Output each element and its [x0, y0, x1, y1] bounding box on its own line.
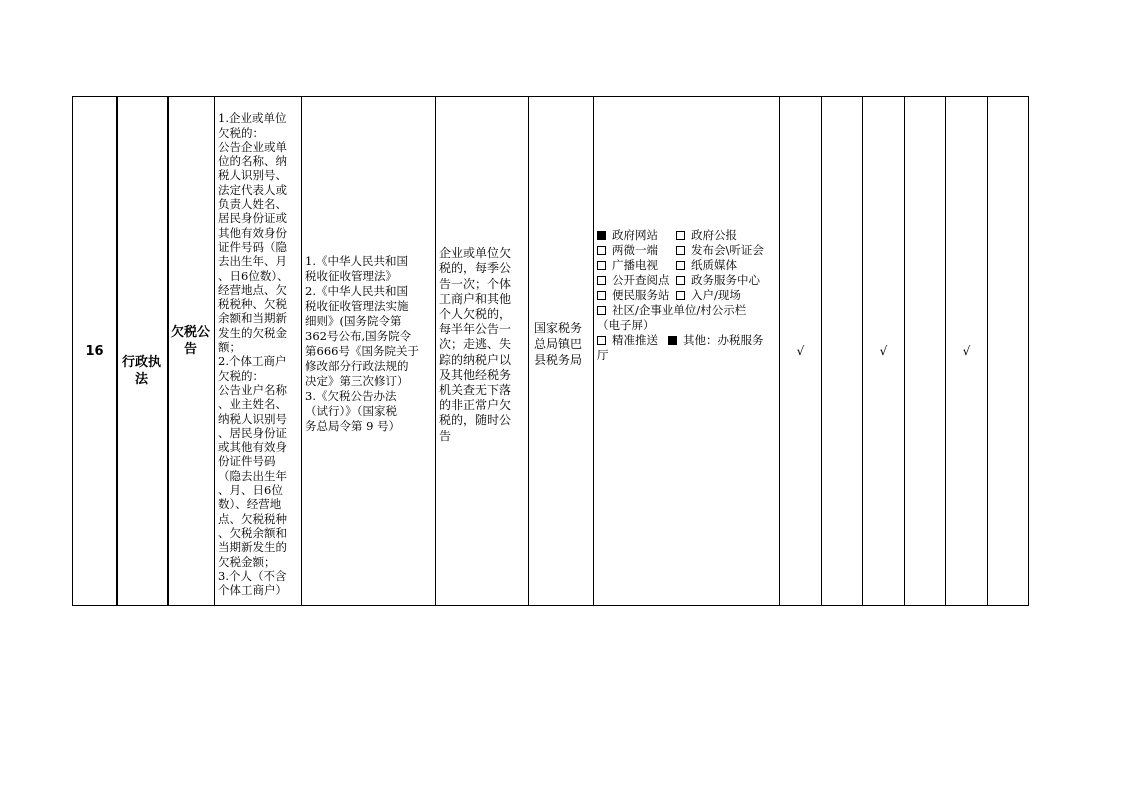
time-cell: [436, 97, 528, 605]
channel-label: 两微一端: [612, 243, 658, 257]
checkbox-empty-icon: [597, 276, 606, 285]
checkbox-empty-icon: [597, 261, 606, 270]
channel-label: 便民服务站: [612, 288, 670, 302]
checkbox-empty-icon: [676, 261, 685, 270]
content-cell: [215, 97, 301, 605]
checkbox-checked-icon: [668, 336, 677, 345]
subject-cell: [529, 97, 593, 605]
checkbox-checked-icon: [597, 231, 606, 240]
row-number: 16: [85, 343, 104, 359]
checkbox-empty-icon: [597, 246, 606, 255]
mark-cell-4: [905, 97, 945, 605]
category-text: 行政执 法: [121, 355, 161, 387]
channel-label: 政务服务中心: [691, 273, 760, 287]
checkbox-empty-icon: [597, 291, 606, 300]
check-mark: √: [962, 344, 971, 358]
mark-cell-3: [863, 97, 904, 605]
item-cell: [167, 97, 214, 605]
mark-cell-1: [780, 97, 821, 605]
channel-label: 发布会\听证会: [691, 243, 764, 257]
check-mark: √: [879, 344, 888, 358]
checkbox-empty-icon: [676, 246, 685, 255]
disclosure-table: [72, 96, 1029, 606]
channel-label: 厅: [597, 348, 609, 362]
check-mark: √: [796, 344, 805, 358]
item-text: 欠税公 告: [170, 325, 210, 357]
channels-cell: [594, 97, 779, 605]
channel-label: （电子屏）: [597, 318, 655, 332]
channel-label: 入户/现场: [691, 288, 741, 302]
basis-text: 1.《中华人民共和国 税收征收管理法》 2.《中华人民共和国 税收征收管理法实施 细则》(国务院令第 362号公布,国务院令 第666号《国务院关于 修改部分行政法规的 决定》第三次修订） 3.《欠税公告办法 （试行）》（国家税 务总局令第 9 号）: [305, 254, 419, 433]
mark-cell-5: [946, 97, 987, 605]
channel-label: 精准推送: [612, 333, 658, 347]
mark-cell-6: [988, 97, 1028, 605]
category-cell: [116, 97, 167, 605]
channel-label: 其他：办税服务: [683, 333, 764, 347]
channel-label: 纸质媒体: [691, 258, 737, 272]
channel-label: 政府公报: [691, 228, 737, 242]
checkbox-empty-icon: [676, 291, 685, 300]
time-text: 企业或单位欠 税的，每季公 告一次；个体 工商户和其他 个人欠税的， 每半年公告一 次；走逃、失 踪的纳税户以 及其他经税务 机关查无下落 的非正常户欠 税的，随时公 告: [439, 246, 512, 443]
subject-text: 国家税务 总局镇巴 县税务局: [534, 321, 583, 367]
checkbox-empty-icon: [597, 336, 606, 345]
checkbox-empty-icon: [597, 306, 606, 315]
channel-label: 政府网站: [612, 228, 658, 242]
content-text: 1.企业或单位 欠税的： 公告企业或单 位的名称、纳 税人识别号、 法定代表人或 负责人姓名、 居民身份证或 其他有效身份 证件号码（隐 去出生年、月 、日6位数）、 经营地点、欠 税税种、欠税 余额和当期新 发生的欠税金 额； 2.个体工商户 欠税的： 公告业户名称 、业主姓名、 纳税人识别号 、居民身份证 或其他有效身 份证件号码 （隐去出生年 、月、日6位 数）、经营地 点、欠税税种 、欠税余额和 当期新发生的 欠税金额； 3.个人（不含 个体工商户）: [218, 111, 289, 598]
checkbox-empty-icon: [676, 231, 685, 240]
row-number-cell: [73, 97, 116, 605]
channel-label: 广播电视: [612, 258, 658, 272]
mark-cell-2: [822, 97, 862, 605]
checkbox-empty-icon: [676, 276, 685, 285]
basis-cell: [302, 97, 435, 605]
channel-label: 公开查阅点: [612, 273, 670, 287]
channel-label: 社区/企事业单位/村公示栏: [612, 303, 747, 317]
